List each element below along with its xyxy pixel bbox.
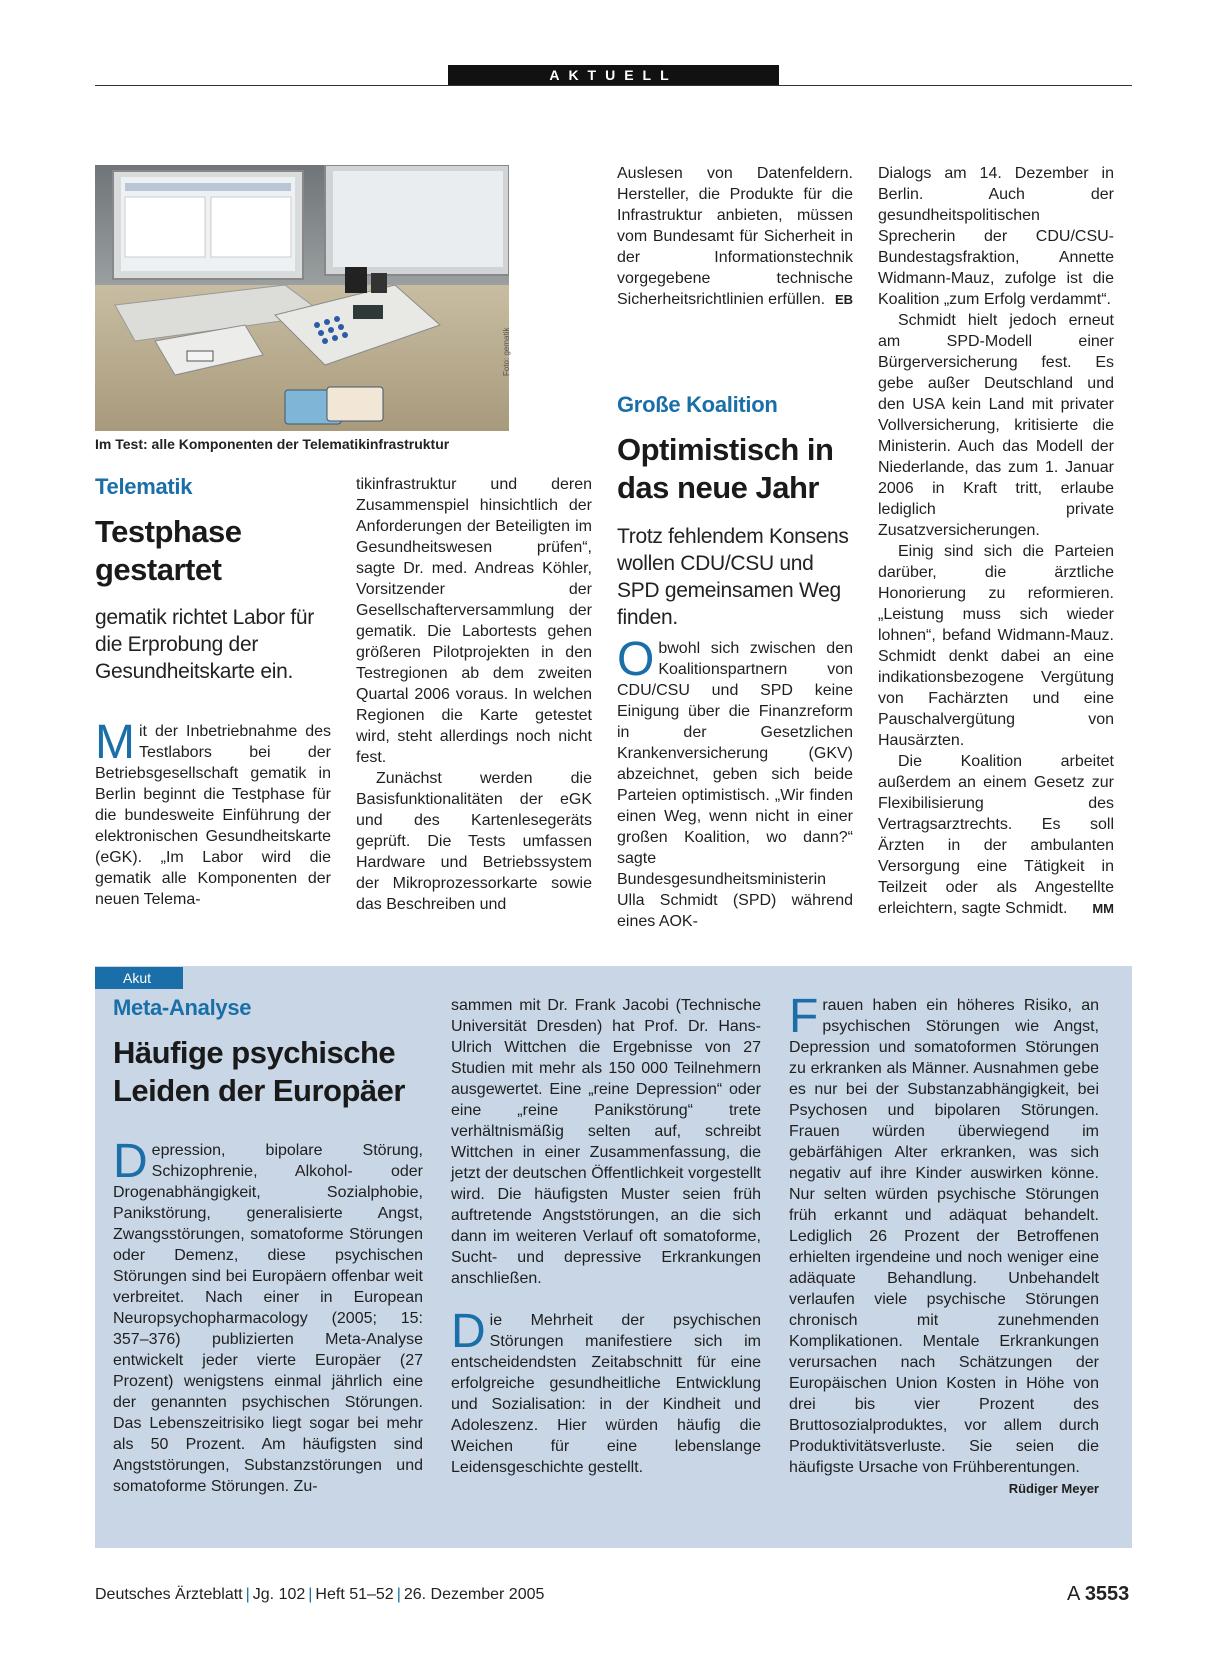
- page-prefix: A: [1067, 1583, 1080, 1605]
- article2-column-2: [878, 163, 1114, 919]
- article2-headline-line1: Optimistisch in: [617, 432, 834, 467]
- akut-tag: Akut: [95, 967, 183, 989]
- article2-dropcap: O: [617, 633, 655, 686]
- footer-citation: Deutsches Ärzteblatt | Jg. 102 | Heft 51–52 | 26. Dezember 2005: [95, 1586, 545, 1603]
- article1-lead: gematik richtet Labor für die Erprobung der Gesundheitskarte ein.: [95, 606, 314, 683]
- article2-col2-p3: Einig sind sich die Parteien darüber, die ärztliche Honorierung zu reformieren. „Leistung muss sich wieder lohnen“, befand Widmann-Mauz. Schmidt denkt dabei an eine indikationsbezogene Vergütung von Fachärzten und eine Pauschalvergütung von Hausärzten.: [878, 543, 1114, 749]
- article1-dropcap: M: [95, 716, 135, 769]
- box-headline: [113, 1034, 433, 1110]
- box-kicker: Meta-Analyse: [113, 995, 252, 1020]
- footer-volume: Jg. 102: [252, 1586, 306, 1603]
- article1-headline-line2: gestartet: [95, 552, 222, 587]
- photo-credit: Foto: gematik: [502, 327, 511, 376]
- article2-signature: MM: [1092, 901, 1114, 916]
- article1-col2-p2: Zunächst werden die Basisfunktionalitäten der eGK und des Kartenlesegeräts geprüft. Die Tests umfassen Hardware und Betriebssystem der Mikroprozessorkarte sowie das Beschreiben und: [356, 770, 592, 913]
- article2-kicker: Große Koalition: [617, 392, 778, 417]
- article2-headline-line2: das neue Jahr: [617, 470, 819, 505]
- box-column-1: [113, 1135, 423, 1497]
- box-col3-dropcap: F: [789, 990, 819, 1043]
- box-col1-text: epression, bipolare Störung, Schizophrenie, Alkohol- oder Drogenabhängigkeit, Sozialphobie, Panikstörung, generalisierte Angst, Zwangsstörungen, somatoforme Störungen oder Demenz, diese psychischen Störungen sind bei Europäern offenbar weit verbreitet. Nach einer in European Neuropsychopharmacology (2005; 15: 357–376) publizierten Meta-Analyse entwickelt jeder vierte Europäer (27 Prozent) wenigstens einmal jährlich eine der genannten psychischen Störungen. Das Lebenszeitrisiko liegt sogar bei mehr als 50 Prozent. Am häufigsten sind Angststörungen, Substanzstörungen und somatoforme Störungen. Zu-: [113, 1142, 423, 1495]
- telematik-photo: [95, 165, 509, 431]
- article2-col2-p1: Dialogs am 14. Dezember in Berlin. Auch der gesundheitspolitischen Sprecherin der CDU/CSU-Bundestagsfraktion, Annette Widmann-Mauz, zufolge ist die Koalition „zum Erfolg verdammt“.: [878, 165, 1114, 308]
- article2-lead: Trotz fehlendem Konsens wollen CDU/CSU und SPD gemeinsamen Weg finden.: [617, 525, 849, 629]
- article1-signature: EB: [834, 292, 853, 307]
- header-rule: [95, 85, 1132, 86]
- photo-caption: Im Test: alle Komponenten der Telematikinfrastruktur: [95, 436, 450, 452]
- box-col3-text: rauen haben ein höheres Risiko, an psychischen Störungen wie Angst, Depression und somatoformen Störungen zu erkranken als Männer. Ausnahmen gebe es nur bei der Substanzabhängigkeit, bei Psychosen und bipolaren Störungen. Frauen würden überwiegend im gebärfähigen Alter erkranken, was sich negativ auf ihre Kinder auswirken könne. Nur selten würden psychische Störungen früh erkannt und adäquat behandelt. Lediglich 26 Prozent der Betroffenen erhielten irgendeine und noch weniger eine adäquate Behandlung. Unbehandelt verlaufen viele psychische Störungen chronisch mit zunehmenden Komplikationen. Mentale Erkrankungen verursachen nach Schätzungen der Europäischen Union Kosten in Höhe von drei bis vier Prozent des Bruttosozialproduktes, vor allem durch Produktivitätsverluste. Sie seien die häufigste Ursache von Frühberentungen.: [789, 997, 1099, 1476]
- article2-headline: [617, 431, 877, 507]
- section-header: AKTUELL: [448, 65, 779, 85]
- footer-journal: Deutsches Ärzteblatt: [95, 1586, 243, 1603]
- box-headline-line2: Leiden der Europäer: [113, 1073, 405, 1108]
- box-col2-dropcap: D: [451, 1305, 486, 1358]
- box-column-2: [451, 995, 761, 1478]
- page-number: [1067, 1583, 1129, 1606]
- box-col1-dropcap: D: [113, 1135, 148, 1188]
- footer-issue: Heft 51–52: [315, 1586, 394, 1603]
- article1-col1-text: it der Inbetriebnahme des Testlabors bei der Betriebsgesellschaft gematik in Berlin beginnt die Testphase für die bundesweite Einführung der elektronischen Gesundheitskarte (eGK). „Im Labor wird die gematik alle Komponenten der neuen Telema-: [95, 723, 331, 908]
- article1-col3-p1: Auslesen von Datenfeldern. Hersteller, die Produkte für die Infrastruktur anbieten, müssen vom Bundesamt für Sicherheit in der Informationstechnik vorgegebene technische Sicherheitsrichtlinien erfüllen.: [617, 165, 853, 308]
- footer-date: 26. Dezember 2005: [403, 1586, 545, 1603]
- article1-column-1: [95, 716, 331, 910]
- article1-column-2: [356, 474, 592, 915]
- box-column-3: [789, 990, 1099, 1499]
- article2-col2-p2: Schmidt hielt jedoch erneut am SPD-Modell einer Bürgerversicherung fest. Es gebe außer Deutschland und den USA kein Land mit privater Vollversicherung, kritisierte die Ministerin. Auch das Modell der Niederlande, das zum 1. Januar 2006 in Kraft tritt, erlaube lediglich private Zusatzversicherungen.: [878, 312, 1114, 539]
- box-headline-line1: Häufige psychische: [113, 1035, 396, 1070]
- article2-column-1: [617, 633, 853, 932]
- article2-col2-p4: Die Koalition arbeitet außerdem an einem Gesetz zur Flexibilisierung des Vertragsarztrechts. Es soll Ärzten in der ambulanten Versorgung eine Tätigkeit in Teilzeit oder als Angestellte erleichtern, sagte Schmidt.: [878, 753, 1114, 917]
- article1-col2-p1: tikinfrastruktur und deren Zusammenspiel hinsichtlich der Anforderungen der Beteiligten im Gesundheitswesen prüfen“, sagte Dr. med. Andreas Köhler, Vorsitzender der Gesellschafterversammlung der gematik. Die Labortests gehen größeren Pilotprojekten in den Testregionen ab dem zweiten Quartal 2006 voraus. In welchen Regionen die Karte getestet wird, steht allerdings noch nicht fest.: [356, 476, 592, 766]
- article1-column-3: [617, 163, 853, 310]
- article1-headline-line1: Testphase: [95, 514, 242, 549]
- box-col2-p1: sammen mit Dr. Frank Jacobi (Technische Universität Dresden) hat Prof. Dr. Hans-Ulrich Wittchen die Ergebnisse von 27 Studien mit mehr als 150 000 Teilnehmern ausgewertet. Eine „reine Depression“ oder eine „reine Panikstörung“ trete verhältnismäßig selten auf, schreibt Wittchen in einer Zusammenfassung, die jetzt der deutschen Öffentlichkeit vorgestellt wird. Die häufigsten Muster seien früh auftretende Angststörungen, an die sich dann im weiteren Verlauf oft somatoforme, Sucht- und depressive Erkrankungen anschließen.: [451, 997, 761, 1287]
- article2-col1-text: bwohl sich zwischen den Koalitionspartnern von CDU/CSU und SPD keine Einigung über die Finanzreform in der Gesetzlichen Krankenversicherung (GKV) abzeichnet, geben sich beide Parteien optimistisch. „Wir finden einen Weg, wenn nicht in einer großen Koalition, wo dann?“ sagte Bundesgesundheitsministerin Ulla Schmidt (SPD) während eines AOK-: [617, 640, 853, 930]
- box-signature: Rüdiger Meyer: [1008, 1481, 1099, 1496]
- photo-illustration: [95, 165, 509, 431]
- article1-kicker: Telematik: [95, 474, 193, 499]
- box-col2-p2: ie Mehrheit der psychischen Störungen manifestiere sich im entscheidendsten Zeitabschnitt für eine erfolgreiche gesundheitliche Entwicklung und Sozialisation: in der Kindheit und Adoleszenz. Hier würden häufig die Weichen für eine lebenslange Leidensgeschichte gestellt.: [451, 1312, 761, 1476]
- page-number-value: 3553: [1084, 1583, 1130, 1605]
